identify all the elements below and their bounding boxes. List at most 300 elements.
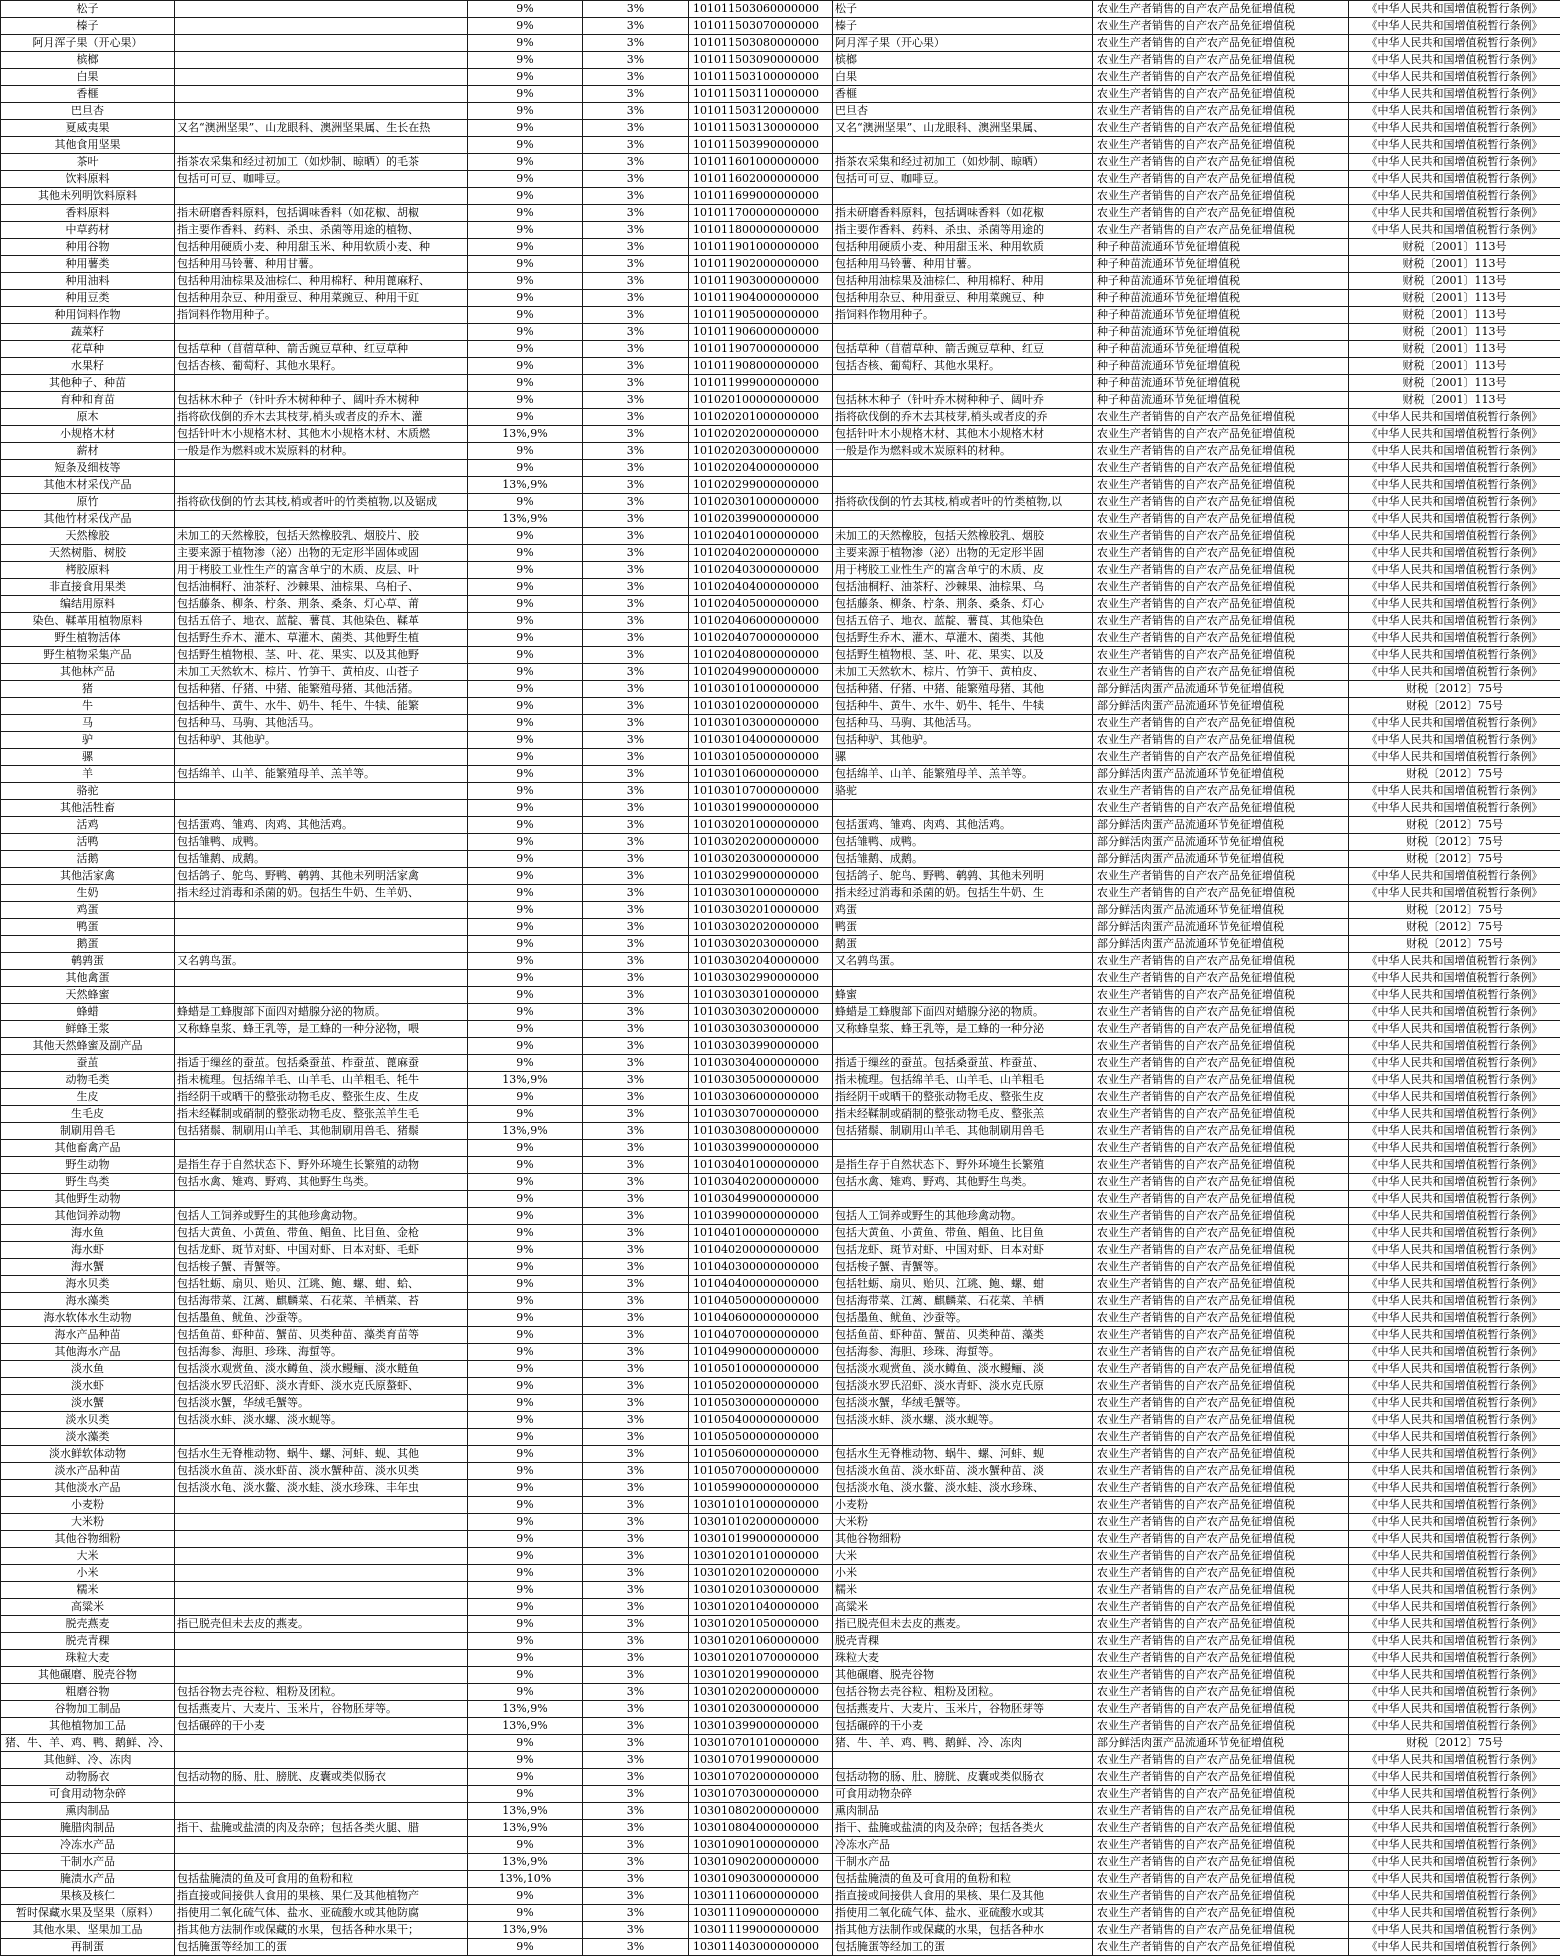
tax-code-cell[interactable]: 101020301000000000 — [689, 494, 833, 511]
tax-rate-cell[interactable]: 9% — [468, 596, 583, 613]
policy-basis-cell[interactable]: 《中华人民共和国增值税暂行条例》 — [1349, 511, 1560, 528]
description-cell[interactable]: 包括藤条、柳条、柠条、荆条、桑条、灯心草、莆 — [175, 596, 468, 613]
code-description-cell[interactable] — [833, 511, 1093, 528]
product-name-cell[interactable]: 其他饲养动物 — [1, 1208, 175, 1225]
tax-code-cell[interactable]: 101050300000000000 — [689, 1395, 833, 1412]
levy-rate-cell[interactable]: 3% — [583, 188, 689, 205]
tax-rate-cell[interactable]: 9% — [468, 1752, 583, 1769]
tax-rate-cell[interactable]: 9% — [468, 103, 583, 120]
description-cell[interactable] — [175, 936, 468, 953]
exemption-policy-cell[interactable]: 农业生产者销售的自产农产品免征增值税 — [1093, 35, 1349, 52]
code-description-cell[interactable]: 包括种用马铃薯、种用甘薯。 — [833, 256, 1093, 273]
code-description-cell[interactable]: 包括种用油棕果及油棕仁、种用棉籽、种用 — [833, 273, 1093, 290]
tax-code-cell[interactable]: 101011503120000000 — [689, 103, 833, 120]
product-name-cell[interactable]: 淡水蟹 — [1, 1395, 175, 1412]
tax-code-cell[interactable]: 101040700000000000 — [689, 1327, 833, 1344]
code-description-cell[interactable]: 干制水产品 — [833, 1854, 1093, 1871]
code-description-cell[interactable]: 主要来源于植物渗（泌）出物的无定形半固 — [833, 545, 1093, 562]
tax-code-cell[interactable]: 103010702000000000 — [689, 1769, 833, 1786]
exemption-policy-cell[interactable]: 农业生产者销售的自产农产品免征增值税 — [1093, 579, 1349, 596]
tax-rate-cell[interactable]: 9% — [468, 358, 583, 375]
levy-rate-cell[interactable]: 3% — [583, 1497, 689, 1514]
levy-rate-cell[interactable]: 3% — [583, 426, 689, 443]
tax-code-cell[interactable]: 101030399000000000 — [689, 1140, 833, 1157]
policy-basis-cell[interactable]: 《中华人民共和国增值税暂行条例》 — [1349, 1157, 1560, 1174]
tax-rate-cell[interactable]: 9% — [468, 800, 583, 817]
policy-basis-cell[interactable]: 《中华人民共和国增值税暂行条例》 — [1349, 732, 1560, 749]
code-description-cell[interactable] — [833, 324, 1093, 341]
exemption-policy-cell[interactable]: 农业生产者销售的自产农产品免征增值税 — [1093, 630, 1349, 647]
product-name-cell[interactable]: 野生植物活体 — [1, 630, 175, 647]
product-name-cell[interactable]: 其他谷物细粉 — [1, 1531, 175, 1548]
product-name-cell[interactable]: 猪 — [1, 681, 175, 698]
tax-rate-cell[interactable]: 9% — [468, 1293, 583, 1310]
levy-rate-cell[interactable]: 3% — [583, 460, 689, 477]
tax-code-cell[interactable]: 101011905000000000 — [689, 307, 833, 324]
policy-basis-cell[interactable]: 《中华人民共和国增值税暂行条例》 — [1349, 800, 1560, 817]
levy-rate-cell[interactable]: 3% — [583, 766, 689, 783]
description-cell[interactable]: 指将砍伐倒的乔木去其枝芽,梢头或者皮的乔木、灌 — [175, 409, 468, 426]
product-name-cell[interactable]: 脱壳燕麦 — [1, 1616, 175, 1633]
tax-code-cell[interactable]: 101011699000000000 — [689, 188, 833, 205]
policy-basis-cell[interactable]: 财税〔2012〕75号 — [1349, 919, 1560, 936]
levy-rate-cell[interactable]: 3% — [583, 1616, 689, 1633]
levy-rate-cell[interactable]: 3% — [583, 494, 689, 511]
tax-rate-cell[interactable]: 9% — [468, 1599, 583, 1616]
description-cell[interactable] — [175, 800, 468, 817]
levy-rate-cell[interactable]: 3% — [583, 1582, 689, 1599]
product-name-cell[interactable]: 其他水果、坚果加工品 — [1, 1922, 175, 1939]
tax-rate-cell[interactable]: 9% — [468, 1004, 583, 1021]
exemption-policy-cell[interactable]: 农业生产者销售的自产农产品免征增值税 — [1093, 1480, 1349, 1497]
code-description-cell[interactable]: 包括雏鹅、成鹅。 — [833, 851, 1093, 868]
exemption-policy-cell[interactable]: 农业生产者销售的自产农产品免征增值税 — [1093, 426, 1349, 443]
tax-code-cell[interactable]: 101011503090000000 — [689, 52, 833, 69]
tax-code-cell[interactable]: 101030101000000000 — [689, 681, 833, 698]
policy-basis-cell[interactable]: 《中华人民共和国增值税暂行条例》 — [1349, 18, 1560, 35]
product-name-cell[interactable]: 小米 — [1, 1565, 175, 1582]
description-cell[interactable]: 包括可可豆、咖啡豆。 — [175, 171, 468, 188]
policy-basis-cell[interactable]: 财税〔2012〕75号 — [1349, 902, 1560, 919]
tax-code-cell[interactable]: 103010201060000000 — [689, 1633, 833, 1650]
tax-rate-cell[interactable]: 9% — [468, 1684, 583, 1701]
levy-rate-cell[interactable]: 3% — [583, 698, 689, 715]
exemption-policy-cell[interactable]: 种子种苗流通环节免征增值税 — [1093, 392, 1349, 409]
policy-basis-cell[interactable]: 《中华人民共和国增值税暂行条例》 — [1349, 1922, 1560, 1939]
tax-code-cell[interactable]: 101020201000000000 — [689, 409, 833, 426]
product-name-cell[interactable]: 制刷用兽毛 — [1, 1123, 175, 1140]
product-name-cell[interactable]: 染色、鞣革用植物原料 — [1, 613, 175, 630]
description-cell[interactable]: 包括盐腌渍的鱼及可食用的鱼粉和粒 — [175, 1871, 468, 1888]
policy-basis-cell[interactable]: 《中华人民共和国增值税暂行条例》 — [1349, 783, 1560, 800]
exemption-policy-cell[interactable]: 农业生产者销售的自产农产品免征增值税 — [1093, 1157, 1349, 1174]
description-cell[interactable]: 包括种牛、黄牛、水牛、奶牛、牦牛、牛犊、能繁 — [175, 698, 468, 715]
code-description-cell[interactable] — [833, 137, 1093, 154]
levy-rate-cell[interactable]: 3% — [583, 1106, 689, 1123]
code-description-cell[interactable]: 大米粉 — [833, 1514, 1093, 1531]
levy-rate-cell[interactable]: 3% — [583, 1395, 689, 1412]
product-name-cell[interactable]: 海水软体水生动物 — [1, 1310, 175, 1327]
product-name-cell[interactable]: 腌腊肉制品 — [1, 1820, 175, 1837]
code-description-cell[interactable]: 冷冻水产品 — [833, 1837, 1093, 1854]
levy-rate-cell[interactable]: 3% — [583, 443, 689, 460]
tax-code-cell[interactable]: 101011503110000000 — [689, 86, 833, 103]
tax-rate-cell[interactable]: 9% — [468, 1378, 583, 1395]
exemption-policy-cell[interactable]: 农业生产者销售的自产农产品免征增值税 — [1093, 1633, 1349, 1650]
description-cell[interactable]: 指未经鞣制或硝制的整张动物毛皮、整张羔羊生毛 — [175, 1106, 468, 1123]
exemption-policy-cell[interactable]: 农业生产者销售的自产农产品免征增值税 — [1093, 409, 1349, 426]
levy-rate-cell[interactable]: 3% — [583, 409, 689, 426]
code-description-cell[interactable]: 脱壳青稞 — [833, 1633, 1093, 1650]
policy-basis-cell[interactable]: 财税〔2001〕113号 — [1349, 307, 1560, 324]
tax-code-cell[interactable]: 101011503990000000 — [689, 137, 833, 154]
levy-rate-cell[interactable]: 3% — [583, 256, 689, 273]
exemption-policy-cell[interactable]: 农业生产者销售的自产农产品免征增值税 — [1093, 1565, 1349, 1582]
code-description-cell[interactable]: 指已脱壳但未去皮的燕麦。 — [833, 1616, 1093, 1633]
exemption-policy-cell[interactable]: 农业生产者销售的自产农产品免征增值税 — [1093, 1038, 1349, 1055]
code-description-cell[interactable]: 鹅蛋 — [833, 936, 1093, 953]
tax-rate-cell[interactable]: 9% — [468, 443, 583, 460]
tax-code-cell[interactable]: 101011907000000000 — [689, 341, 833, 358]
product-name-cell[interactable]: 淡水虾 — [1, 1378, 175, 1395]
levy-rate-cell[interactable]: 3% — [583, 1344, 689, 1361]
code-description-cell[interactable] — [833, 375, 1093, 392]
tax-rate-cell[interactable]: 9% — [468, 1616, 583, 1633]
tax-rate-cell[interactable]: 9% — [468, 1939, 583, 1956]
product-name-cell[interactable]: 野生鸟类 — [1, 1174, 175, 1191]
code-description-cell[interactable]: 一般是作为燃料或木炭原料的材种。 — [833, 443, 1093, 460]
product-name-cell[interactable]: 淡水贝类 — [1, 1412, 175, 1429]
policy-basis-cell[interactable]: 《中华人民共和国增值税暂行条例》 — [1349, 443, 1560, 460]
exemption-policy-cell[interactable]: 农业生产者销售的自产农产品免征增值税 — [1093, 528, 1349, 545]
product-name-cell[interactable]: 天然橡胶 — [1, 528, 175, 545]
policy-basis-cell[interactable]: 《中华人民共和国增值税暂行条例》 — [1349, 1021, 1560, 1038]
product-name-cell[interactable]: 其他林产品 — [1, 664, 175, 681]
product-name-cell[interactable]: 活鹅 — [1, 851, 175, 868]
tax-rate-cell[interactable]: 9% — [468, 1259, 583, 1276]
levy-rate-cell[interactable]: 3% — [583, 1, 689, 18]
description-cell[interactable]: 包括腌蛋等经加工的蛋 — [175, 1939, 468, 1956]
tax-rate-cell[interactable]: 9% — [468, 783, 583, 800]
tax-rate-cell[interactable]: 9% — [468, 239, 583, 256]
code-description-cell[interactable]: 包括林木种子（针叶乔木树种种子、阔叶乔 — [833, 392, 1093, 409]
product-name-cell[interactable]: 谷物加工制品 — [1, 1701, 175, 1718]
tax-rate-cell[interactable]: 9% — [468, 834, 583, 851]
description-cell[interactable] — [175, 324, 468, 341]
product-name-cell[interactable]: 暂时保藏水果及坚果（原料） — [1, 1905, 175, 1922]
tax-code-cell[interactable]: 101020204000000000 — [689, 460, 833, 477]
tax-rate-cell[interactable]: 9% — [468, 290, 583, 307]
levy-rate-cell[interactable]: 3% — [583, 1769, 689, 1786]
levy-rate-cell[interactable]: 3% — [583, 732, 689, 749]
code-description-cell[interactable]: 巴旦杏 — [833, 103, 1093, 120]
exemption-policy-cell[interactable]: 农业生产者销售的自产农产品免征增值税 — [1093, 1055, 1349, 1072]
exemption-policy-cell[interactable]: 农业生产者销售的自产农产品免征增值税 — [1093, 1786, 1349, 1803]
product-name-cell[interactable]: 猪、牛、羊、鸡、鸭、鹅鲜、冷、 — [1, 1735, 175, 1752]
description-cell[interactable]: 包括五倍子、地衣、蓝靛、薯茛、其他染色、鞣革 — [175, 613, 468, 630]
tax-rate-cell[interactable]: 9% — [468, 766, 583, 783]
tax-code-cell[interactable]: 101030303990000000 — [689, 1038, 833, 1055]
code-description-cell[interactable] — [833, 1140, 1093, 1157]
description-cell[interactable]: 包括雏鸭、成鸭。 — [175, 834, 468, 851]
exemption-policy-cell[interactable]: 农业生产者销售的自产农产品免征增值税 — [1093, 86, 1349, 103]
policy-basis-cell[interactable]: 《中华人民共和国增值税暂行条例》 — [1349, 154, 1560, 171]
description-cell[interactable] — [175, 1633, 468, 1650]
tax-code-cell[interactable]: 101020408000000000 — [689, 647, 833, 664]
code-description-cell[interactable]: 包括鱼苗、虾种苗、蟹苗、贝类种苗、藻类 — [833, 1327, 1093, 1344]
tax-code-cell[interactable]: 101020401000000000 — [689, 528, 833, 545]
policy-basis-cell[interactable]: 《中华人民共和国增值税暂行条例》 — [1349, 1225, 1560, 1242]
product-name-cell[interactable]: 冷冻水产品 — [1, 1837, 175, 1854]
description-cell[interactable]: 包括动物的肠、肚、膀胱、皮囊或类似肠衣 — [175, 1769, 468, 1786]
levy-rate-cell[interactable]: 3% — [583, 749, 689, 766]
tax-rate-cell[interactable]: 9% — [468, 52, 583, 69]
exemption-policy-cell[interactable]: 农业生产者销售的自产农产品免征增值税 — [1093, 205, 1349, 222]
policy-basis-cell[interactable]: 《中华人民共和国增值税暂行条例》 — [1349, 188, 1560, 205]
exemption-policy-cell[interactable]: 农业生产者销售的自产农产品免征增值税 — [1093, 1939, 1349, 1956]
policy-basis-cell[interactable]: 《中华人民共和国增值税暂行条例》 — [1349, 1752, 1560, 1769]
tax-code-cell[interactable]: 101050600000000000 — [689, 1446, 833, 1463]
policy-basis-cell[interactable]: 《中华人民共和国增值税暂行条例》 — [1349, 409, 1560, 426]
policy-basis-cell[interactable]: 《中华人民共和国增值税暂行条例》 — [1349, 69, 1560, 86]
levy-rate-cell[interactable]: 3% — [583, 1565, 689, 1582]
description-cell[interactable]: 一般是作为燃料或木炭原料的材种。 — [175, 443, 468, 460]
code-description-cell[interactable]: 指将砍伐倒的竹去其枝,梢或者叶的竹类植物,以 — [833, 494, 1093, 511]
policy-basis-cell[interactable]: 财税〔2012〕75号 — [1349, 834, 1560, 851]
product-name-cell[interactable]: 花草种 — [1, 341, 175, 358]
description-cell[interactable] — [175, 1803, 468, 1820]
tax-code-cell[interactable]: 101040500000000000 — [689, 1293, 833, 1310]
levy-rate-cell[interactable]: 3% — [583, 1888, 689, 1905]
levy-rate-cell[interactable]: 3% — [583, 1123, 689, 1140]
policy-basis-cell[interactable]: 《中华人民共和国增值税暂行条例》 — [1349, 1293, 1560, 1310]
exemption-policy-cell[interactable]: 农业生产者销售的自产农产品免征增值税 — [1093, 120, 1349, 137]
code-description-cell[interactable]: 包括腌蛋等经加工的蛋 — [833, 1939, 1093, 1956]
code-description-cell[interactable]: 小米 — [833, 1565, 1093, 1582]
policy-basis-cell[interactable]: 财税〔2012〕75号 — [1349, 681, 1560, 698]
product-name-cell[interactable]: 淡水鲜软体动物 — [1, 1446, 175, 1463]
code-description-cell[interactable]: 指未经鞣制或硝制的整张动物毛皮、整张羔 — [833, 1106, 1093, 1123]
code-description-cell[interactable]: 指将砍伐倒的乔木去其枝芽,梢头或者皮的乔 — [833, 409, 1093, 426]
description-cell[interactable] — [175, 749, 468, 766]
policy-basis-cell[interactable]: 《中华人民共和国增值税暂行条例》 — [1349, 86, 1560, 103]
exemption-policy-cell[interactable]: 种子种苗流通环节免征增值税 — [1093, 239, 1349, 256]
tax-rate-cell[interactable]: 9% — [468, 1497, 583, 1514]
levy-rate-cell[interactable]: 3% — [583, 1922, 689, 1939]
policy-basis-cell[interactable]: 财税〔2012〕75号 — [1349, 766, 1560, 783]
tax-rate-cell[interactable]: 9% — [468, 664, 583, 681]
product-name-cell[interactable]: 薪材 — [1, 443, 175, 460]
tax-rate-cell[interactable]: 9% — [468, 1140, 583, 1157]
tax-code-cell[interactable]: 103010201010000000 — [689, 1548, 833, 1565]
exemption-policy-cell[interactable]: 农业生产者销售的自产农产品免征增值税 — [1093, 1072, 1349, 1089]
product-name-cell[interactable]: 夏威夷果 — [1, 120, 175, 137]
description-cell[interactable]: 包括淡水鱼苗、淡水虾苗、淡水蟹种苗、淡水贝类 — [175, 1463, 468, 1480]
policy-basis-cell[interactable]: 财税〔2001〕113号 — [1349, 273, 1560, 290]
policy-basis-cell[interactable]: 《中华人民共和国增值税暂行条例》 — [1349, 1888, 1560, 1905]
exemption-policy-cell[interactable]: 部分鲜活肉蛋产品流通环节免征增值税 — [1093, 681, 1349, 698]
description-cell[interactable]: 指未经过消毒和杀菌的奶。包括生牛奶、生羊奶、 — [175, 885, 468, 902]
policy-basis-cell[interactable]: 《中华人民共和国增值税暂行条例》 — [1349, 647, 1560, 664]
levy-rate-cell[interactable]: 3% — [583, 868, 689, 885]
exemption-policy-cell[interactable]: 农业生产者销售的自产农产品免征增值税 — [1093, 1, 1349, 18]
exemption-policy-cell[interactable]: 农业生产者销售的自产农产品免征增值税 — [1093, 885, 1349, 902]
product-name-cell[interactable]: 编结用原料 — [1, 596, 175, 613]
exemption-policy-cell[interactable]: 农业生产者销售的自产农产品免征增值税 — [1093, 1582, 1349, 1599]
tax-code-cell[interactable]: 101030302010000000 — [689, 902, 833, 919]
description-cell[interactable] — [175, 1, 468, 18]
policy-basis-cell[interactable]: 《中华人民共和国增值税暂行条例》 — [1349, 1412, 1560, 1429]
tax-rate-cell[interactable]: 9% — [468, 1089, 583, 1106]
tax-rate-cell[interactable]: 9% — [468, 1735, 583, 1752]
tax-rate-cell[interactable]: 9% — [468, 749, 583, 766]
exemption-policy-cell[interactable]: 农业生产者销售的自产农产品免征增值税 — [1093, 1123, 1349, 1140]
product-name-cell[interactable]: 再制蛋 — [1, 1939, 175, 1956]
exemption-policy-cell[interactable]: 农业生产者销售的自产农产品免征增值税 — [1093, 1344, 1349, 1361]
description-cell[interactable]: 包括种用马铃薯、种用甘薯。 — [175, 256, 468, 273]
tax-code-cell[interactable]: 101050200000000000 — [689, 1378, 833, 1395]
code-description-cell[interactable]: 榛子 — [833, 18, 1093, 35]
tax-rate-cell[interactable]: 9% — [468, 69, 583, 86]
product-name-cell[interactable]: 香榧 — [1, 86, 175, 103]
exemption-policy-cell[interactable]: 农业生产者销售的自产农产品免征增值税 — [1093, 1616, 1349, 1633]
exemption-policy-cell[interactable]: 农业生产者销售的自产农产品免征增值税 — [1093, 1871, 1349, 1888]
policy-basis-cell[interactable]: 《中华人民共和国增值税暂行条例》 — [1349, 35, 1560, 52]
exemption-policy-cell[interactable]: 种子种苗流通环节免征增值税 — [1093, 307, 1349, 324]
policy-basis-cell[interactable]: 《中华人民共和国增值税暂行条例》 — [1349, 596, 1560, 613]
tax-code-cell[interactable]: 101011503070000000 — [689, 18, 833, 35]
exemption-policy-cell[interactable]: 种子种苗流通环节免征增值税 — [1093, 273, 1349, 290]
levy-rate-cell[interactable]: 3% — [583, 1786, 689, 1803]
tax-code-cell[interactable]: 101020402000000000 — [689, 545, 833, 562]
code-description-cell[interactable]: 指直接或间接供人食用的果核、果仁及其他 — [833, 1888, 1093, 1905]
tax-rate-cell[interactable]: 9% — [468, 919, 583, 936]
code-description-cell[interactable]: 包括淡水龟、淡水鳖、淡水蛙、淡水珍珠、 — [833, 1480, 1093, 1497]
levy-rate-cell[interactable]: 3% — [583, 681, 689, 698]
tax-code-cell[interactable]: 103010901000000000 — [689, 1837, 833, 1854]
policy-basis-cell[interactable]: 《中华人民共和国增值税暂行条例》 — [1349, 1089, 1560, 1106]
policy-basis-cell[interactable]: 《中华人民共和国增值税暂行条例》 — [1349, 1310, 1560, 1327]
policy-basis-cell[interactable]: 财税〔2001〕113号 — [1349, 375, 1560, 392]
product-name-cell[interactable]: 高粱米 — [1, 1599, 175, 1616]
tax-rate-cell[interactable]: 9% — [468, 868, 583, 885]
tax-code-cell[interactable]: 101039900000000000 — [689, 1208, 833, 1225]
exemption-policy-cell[interactable]: 农业生产者销售的自产农产品免征增值税 — [1093, 715, 1349, 732]
levy-rate-cell[interactable]: 3% — [583, 307, 689, 324]
code-description-cell[interactable]: 指饲料作物用种子。 — [833, 307, 1093, 324]
exemption-policy-cell[interactable]: 农业生产者销售的自产农产品免征增值税 — [1093, 137, 1349, 154]
exemption-policy-cell[interactable]: 农业生产者销售的自产农产品免征增值税 — [1093, 562, 1349, 579]
product-name-cell[interactable]: 种用饲料作物 — [1, 307, 175, 324]
levy-rate-cell[interactable]: 3% — [583, 596, 689, 613]
tax-code-cell[interactable]: 101050100000000000 — [689, 1361, 833, 1378]
tax-code-cell[interactable]: 103010201070000000 — [689, 1650, 833, 1667]
tax-code-cell[interactable]: 103010802000000000 — [689, 1803, 833, 1820]
levy-rate-cell[interactable]: 3% — [583, 1854, 689, 1871]
tax-code-cell[interactable]: 101020202000000000 — [689, 426, 833, 443]
levy-rate-cell[interactable]: 3% — [583, 1752, 689, 1769]
tax-code-cell[interactable]: 101020403000000000 — [689, 562, 833, 579]
exemption-policy-cell[interactable]: 农业生产者销售的自产农产品免征增值税 — [1093, 1361, 1349, 1378]
description-cell[interactable]: 包括鸽子、鸵鸟、野鸭、鹌鹑、其他未列明活家禽 — [175, 868, 468, 885]
levy-rate-cell[interactable]: 3% — [583, 154, 689, 171]
code-description-cell[interactable]: 包括海参、海胆、珍珠、海蜇等。 — [833, 1344, 1093, 1361]
levy-rate-cell[interactable]: 3% — [583, 1514, 689, 1531]
tax-code-cell[interactable]: 101011904000000000 — [689, 290, 833, 307]
tax-rate-cell[interactable]: 9% — [468, 1327, 583, 1344]
tax-code-cell[interactable]: 101030307000000000 — [689, 1106, 833, 1123]
tax-rate-cell[interactable]: 9% — [468, 681, 583, 698]
tax-code-cell[interactable]: 101020405000000000 — [689, 596, 833, 613]
description-cell[interactable]: 包括人工饲养或野生的其他珍禽动物。 — [175, 1208, 468, 1225]
exemption-policy-cell[interactable]: 农业生产者销售的自产农产品免征增值税 — [1093, 1888, 1349, 1905]
exemption-policy-cell[interactable]: 部分鲜活肉蛋产品流通环节免征增值税 — [1093, 851, 1349, 868]
product-name-cell[interactable]: 白果 — [1, 69, 175, 86]
description-cell[interactable]: 包括种猪、仔猪、中猪、能繁殖母猪、其他活猪。 — [175, 681, 468, 698]
tax-rate-cell[interactable]: 9% — [468, 1276, 583, 1293]
code-description-cell[interactable]: 包括动物的肠、肚、膀胱、皮囊或类似肠衣 — [833, 1769, 1093, 1786]
exemption-policy-cell[interactable]: 农业生产者销售的自产农产品免征增值税 — [1093, 1599, 1349, 1616]
code-description-cell[interactable]: 包括淡水观赏鱼、淡水鳟鱼、淡水鳗鲡、淡 — [833, 1361, 1093, 1378]
exemption-policy-cell[interactable]: 农业生产者销售的自产农产品免征增值税 — [1093, 1718, 1349, 1735]
code-description-cell[interactable] — [833, 970, 1093, 987]
code-description-cell[interactable]: 包括种用杂豆、种用蚕豆、种用菜豌豆、种 — [833, 290, 1093, 307]
levy-rate-cell[interactable]: 3% — [583, 902, 689, 919]
product-name-cell[interactable]: 海水藻类 — [1, 1293, 175, 1310]
code-description-cell[interactable]: 指主要作香料、药料、杀虫、杀菌等用途的 — [833, 222, 1093, 239]
product-name-cell[interactable]: 活鸡 — [1, 817, 175, 834]
levy-rate-cell[interactable]: 3% — [583, 1735, 689, 1752]
policy-basis-cell[interactable]: 财税〔2001〕113号 — [1349, 358, 1560, 375]
product-name-cell[interactable]: 淡水产品种苗 — [1, 1463, 175, 1480]
description-cell[interactable] — [175, 52, 468, 69]
product-name-cell[interactable]: 淡水鱼 — [1, 1361, 175, 1378]
description-cell[interactable] — [175, 1582, 468, 1599]
tax-code-cell[interactable]: 101030303010000000 — [689, 987, 833, 1004]
description-cell[interactable]: 包括燕麦片、大麦片、玉米片，谷物胚芽等。 — [175, 1701, 468, 1718]
description-cell[interactable]: 蜂蜡是工蜂腹部下面四对蜡腺分泌的物质。 — [175, 1004, 468, 1021]
description-cell[interactable]: 包括种用硬质小麦、种用甜玉米、种用软质小麦、种 — [175, 239, 468, 256]
exemption-policy-cell[interactable]: 部分鲜活肉蛋产品流通环节免征增值税 — [1093, 698, 1349, 715]
description-cell[interactable] — [175, 1599, 468, 1616]
policy-basis-cell[interactable]: 《中华人民共和国增值税暂行条例》 — [1349, 1038, 1560, 1055]
tax-rate-cell[interactable]: 13%,9% — [468, 1803, 583, 1820]
description-cell[interactable]: 又名鹑鸟蛋。 — [175, 953, 468, 970]
product-name-cell[interactable]: 鸡蛋 — [1, 902, 175, 919]
product-name-cell[interactable]: 巴旦杏 — [1, 103, 175, 120]
product-name-cell[interactable]: 驴 — [1, 732, 175, 749]
tax-code-cell[interactable]: 103010201050000000 — [689, 1616, 833, 1633]
code-description-cell[interactable]: 包括燕麦片、大麦片、玉米片，谷物胚芽等 — [833, 1701, 1093, 1718]
tax-code-cell[interactable]: 101011503060000000 — [689, 1, 833, 18]
tax-rate-cell[interactable]: 9% — [468, 1514, 583, 1531]
tax-rate-cell[interactable]: 9% — [468, 1667, 583, 1684]
exemption-policy-cell[interactable]: 农业生产者销售的自产农产品免征增值税 — [1093, 1548, 1349, 1565]
tax-rate-cell[interactable]: 13%,9% — [468, 1718, 583, 1735]
tax-rate-cell[interactable]: 9% — [468, 1242, 583, 1259]
tax-code-cell[interactable]: 103010201020000000 — [689, 1565, 833, 1582]
exemption-policy-cell[interactable]: 农业生产者销售的自产农产品免征增值税 — [1093, 647, 1349, 664]
policy-basis-cell[interactable]: 财税〔2001〕113号 — [1349, 290, 1560, 307]
levy-rate-cell[interactable]: 3% — [583, 1633, 689, 1650]
levy-rate-cell[interactable]: 3% — [583, 69, 689, 86]
tax-rate-cell[interactable]: 9% — [468, 1225, 583, 1242]
tax-rate-cell[interactable]: 9% — [468, 120, 583, 137]
product-name-cell[interactable]: 果核及核仁 — [1, 1888, 175, 1905]
policy-basis-cell[interactable]: 《中华人民共和国增值税暂行条例》 — [1349, 1667, 1560, 1684]
tax-rate-cell[interactable]: 13%,9% — [468, 1854, 583, 1871]
policy-basis-cell[interactable]: 《中华人民共和国增值税暂行条例》 — [1349, 1531, 1560, 1548]
